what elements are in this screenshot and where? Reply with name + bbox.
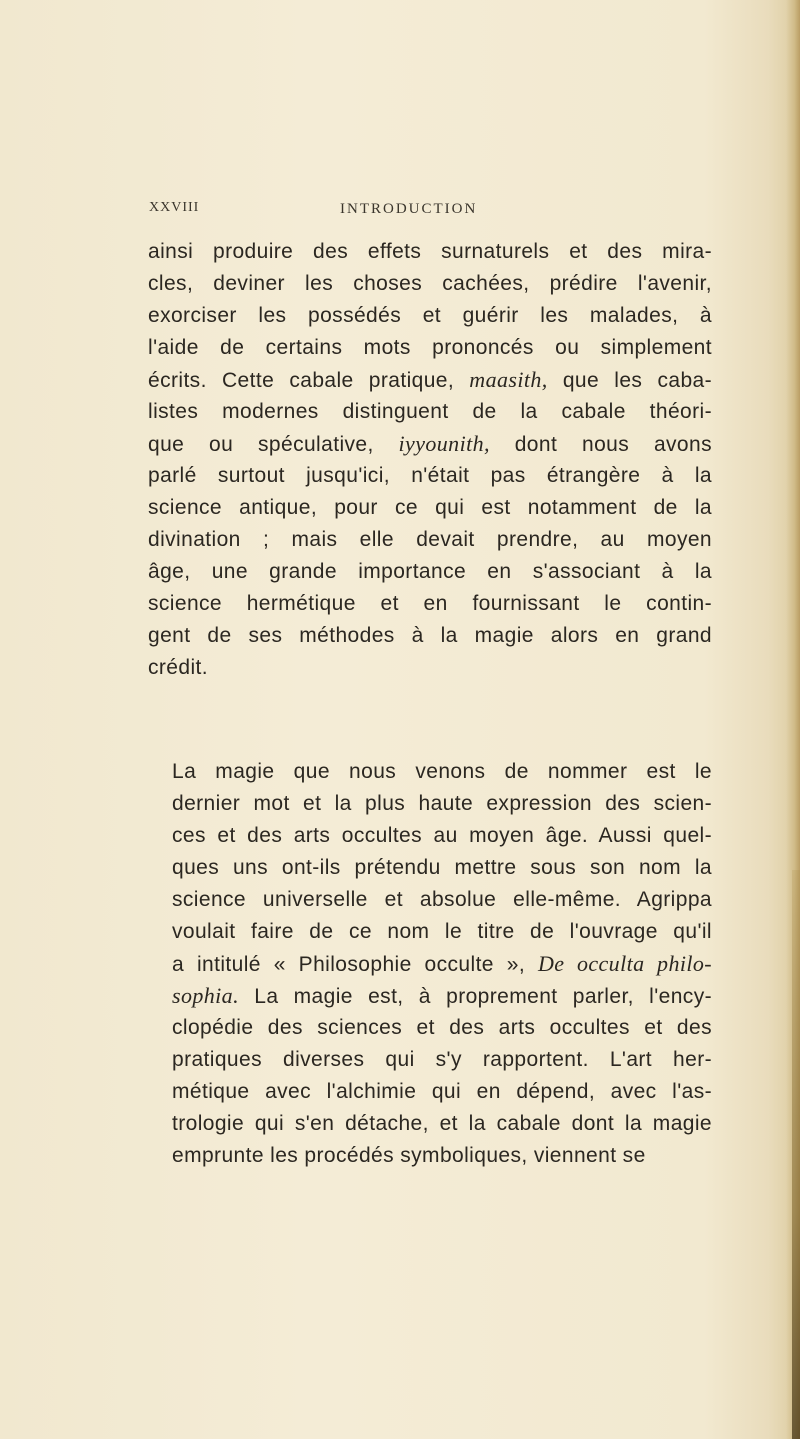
text-line: listes modernes distinguent de la cabale théori- [148, 400, 712, 423]
text-line: que ou spéculative, iyyounith, dont nous avons [148, 431, 712, 456]
running-title: INTRODUCTION [340, 201, 478, 217]
text-line: crédit. [148, 656, 208, 679]
text-line: ces et des arts occultes au moyen âge. Aussi quel- [172, 824, 712, 847]
text-line: âge, une grande importance en s'associant à la [148, 560, 712, 583]
text-line: exorciser les possédés et guérir les malades, à [148, 304, 712, 327]
text-line: voulait faire de ce nom le titre de l'ouvrage qu'il [172, 920, 712, 943]
paragraph-1 [148, 236, 712, 684]
text-line: ainsi produire des effets surnaturels et des mira- [148, 240, 712, 263]
text-line: science antique, pour ce qui est notamment de la [148, 496, 712, 519]
text-line: gent de ses méthodes à la magie alors en grand [148, 624, 712, 647]
italic-term: sophia. [172, 983, 239, 1008]
text-line: divination ; mais elle devait prendre, au moyen [148, 528, 712, 551]
italic-term: iyyounith, [398, 431, 490, 456]
text-line: cles, deviner les choses cachées, prédire l'avenir, [148, 272, 712, 295]
text-line: métique avec l'alchimie qui en dépend, avec l'as- [172, 1080, 712, 1103]
text-line: La magie que nous venons de nommer est le [172, 760, 712, 783]
page-edge-dark [792, 870, 800, 1439]
page-folio: XXVIII [149, 200, 200, 215]
text-line: sophia. La magie est, à proprement parler, l'ency- [172, 983, 712, 1008]
text-line: pratiques diverses qui s'y rapportent. L'art her- [172, 1048, 712, 1071]
text-line: trologie qui s'en détache, et la cabale dont la magie [172, 1112, 712, 1135]
text-line: science universelle et absolue elle-même. Agrippa [172, 888, 712, 911]
italic-term: De occulta philo- [537, 951, 712, 976]
text-line: dernier mot et la plus haute expression des scien- [172, 792, 712, 815]
text-line: emprunte les procédés symboliques, viennent se [172, 1144, 646, 1167]
paragraph-2 [148, 756, 712, 1172]
italic-term: maasith, [469, 367, 548, 392]
text-line: l'aide de certains mots prononcés ou simplement [148, 336, 712, 359]
text-line: ques uns ont-ils prétendu mettre sous son nom la [172, 856, 712, 879]
text-line: écrits. Cette cabale pratique, maasith, que les caba- [148, 367, 712, 392]
text-line: clopédie des sciences et des arts occultes et des [172, 1016, 712, 1039]
text-line: parlé surtout jusqu'ici, n'était pas étrangère à la [148, 464, 712, 487]
text-line: a intitulé « Philosophie occulte », De occulta philo- [172, 951, 712, 976]
text-line: science hermétique et en fournissant le contin- [148, 592, 712, 615]
